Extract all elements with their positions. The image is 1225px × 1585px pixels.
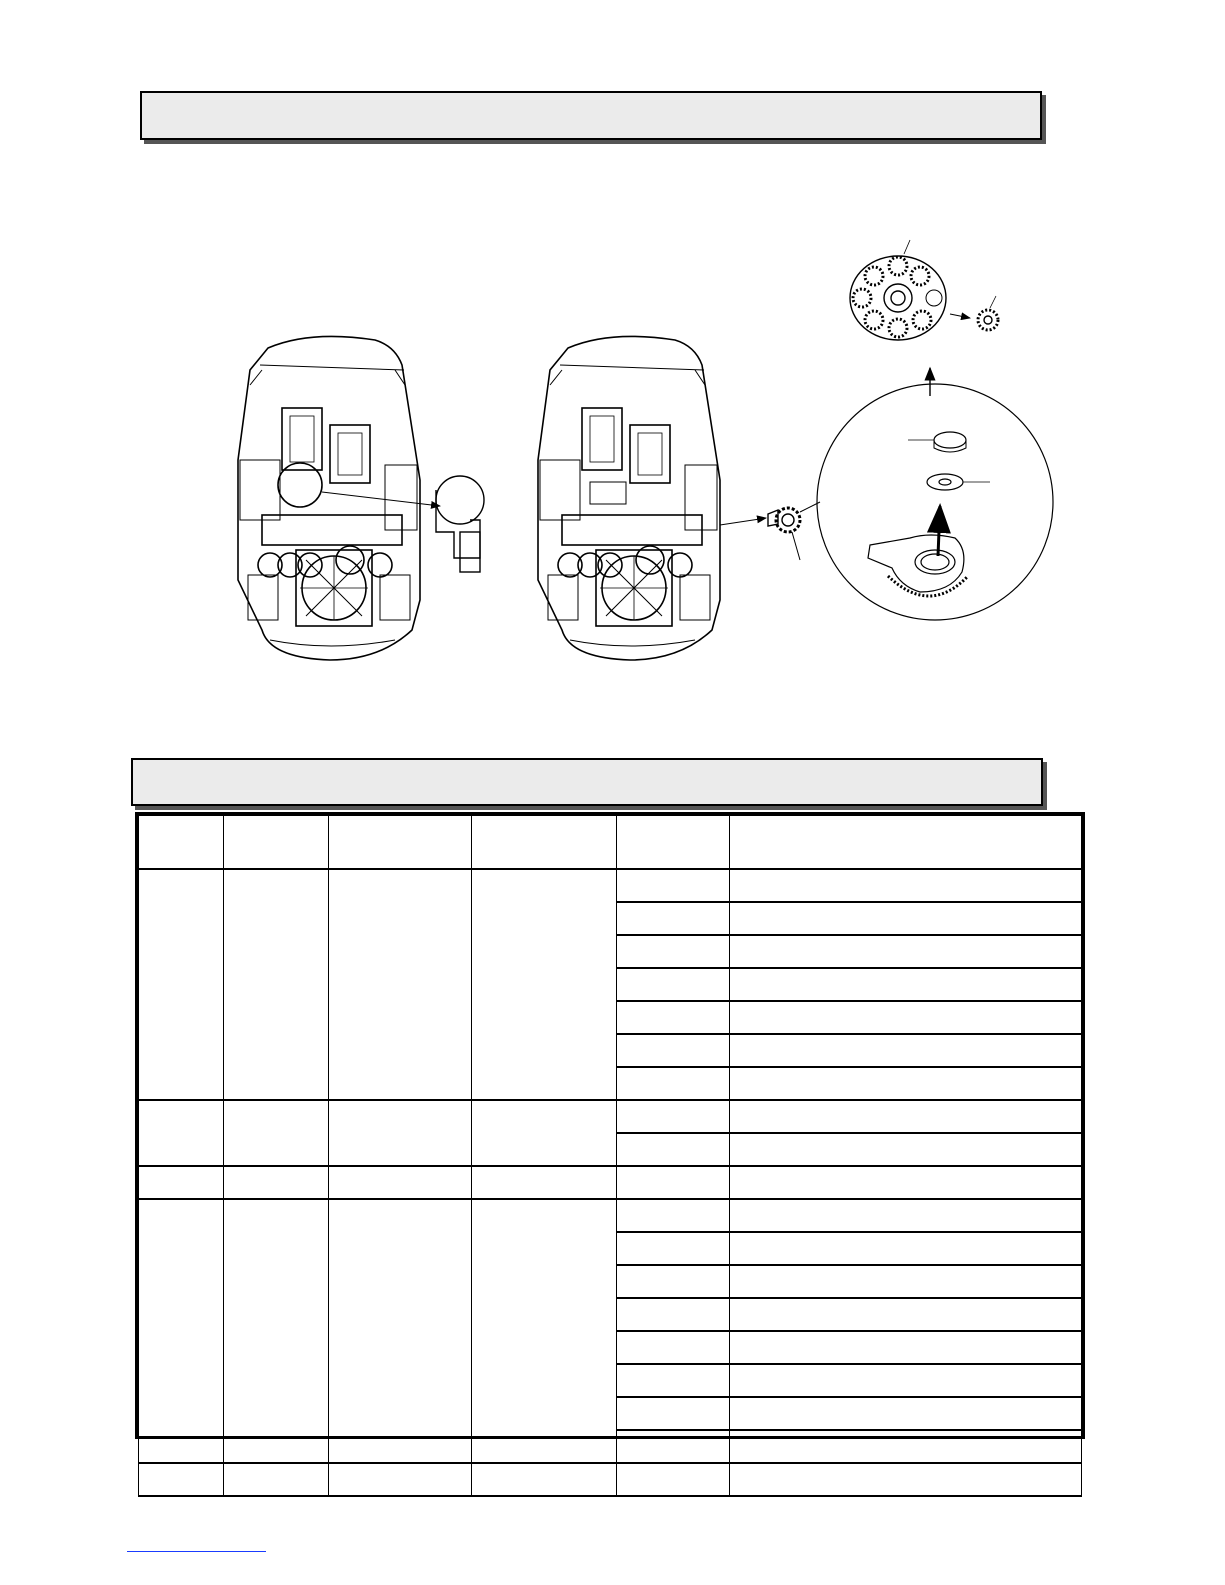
table-cell [617, 1265, 730, 1298]
table-cell [730, 1364, 1082, 1397]
table-cell [472, 1199, 617, 1463]
gobo-wheel [850, 240, 998, 340]
table-cell [730, 1001, 1082, 1034]
table-cell [730, 869, 1082, 902]
table-cell [730, 968, 1082, 1001]
assembly-diagram [0, 220, 1225, 690]
table-row [139, 1463, 1082, 1496]
table-cell [617, 1133, 730, 1166]
table-cell [730, 1166, 1082, 1199]
table-cell [329, 1199, 472, 1463]
footer-link[interactable] [127, 1551, 266, 1552]
table-cell [730, 1199, 1082, 1232]
specification-table [135, 812, 1085, 1439]
table-cell [730, 1331, 1082, 1364]
table-cell [617, 1397, 730, 1430]
table-cell [730, 1265, 1082, 1298]
table-cell [730, 1232, 1082, 1265]
table-cell [139, 1199, 224, 1463]
table-cell [730, 902, 1082, 935]
table-cell [617, 1100, 730, 1133]
column-header [139, 816, 224, 870]
table-cell [617, 968, 730, 1001]
table-cell [617, 1364, 730, 1397]
section-title [142, 93, 1040, 113]
table-cell [472, 869, 617, 1100]
table-cell [617, 1430, 730, 1463]
section-title [133, 760, 1041, 780]
table-cell [730, 1034, 1082, 1067]
table-cell [224, 1100, 329, 1166]
table-cell [730, 1397, 1082, 1430]
gear-part [720, 508, 800, 560]
table-cell [224, 869, 329, 1100]
table-cell [472, 1463, 617, 1496]
column-header [730, 816, 1082, 870]
table-cell [224, 1463, 329, 1496]
table-cell [472, 1100, 617, 1166]
table-cell [139, 1100, 224, 1166]
table-cell [139, 1463, 224, 1496]
column-header [472, 816, 617, 870]
table-cell [617, 902, 730, 935]
table-cell [329, 1100, 472, 1166]
table-cell [139, 869, 224, 1100]
table-cell [730, 1298, 1082, 1331]
table-cell [617, 1199, 730, 1232]
table-cell [730, 1463, 1082, 1496]
table-cell [730, 1100, 1082, 1133]
table-cell [617, 935, 730, 968]
table-row [139, 1166, 1082, 1199]
table-cell [617, 1463, 730, 1496]
table-cell [224, 1166, 329, 1199]
table-cell [617, 1298, 730, 1331]
fixture-body-left [238, 336, 420, 660]
table-row [139, 869, 1082, 902]
table-row [139, 1100, 1082, 1133]
fixture-body-right [538, 336, 720, 660]
table-cell [730, 1430, 1082, 1463]
table-cell [730, 1067, 1082, 1100]
table-cell [617, 1067, 730, 1100]
table-row [139, 1199, 1082, 1232]
column-header [329, 816, 472, 870]
table-cell [472, 1166, 617, 1199]
table-cell [224, 1199, 329, 1463]
table-cell [617, 1166, 730, 1199]
column-header [224, 816, 329, 870]
table-cell [730, 1133, 1082, 1166]
table-cell [617, 1331, 730, 1364]
table-cell [139, 1166, 224, 1199]
table-cell [730, 935, 1082, 968]
column-header [617, 816, 730, 870]
detail-callout [800, 384, 1053, 620]
table-cell [617, 869, 730, 902]
table-cell [617, 1232, 730, 1265]
table-cell [329, 1166, 472, 1199]
table-header-row [139, 816, 1082, 870]
table-cell [329, 1463, 472, 1496]
table-cell [617, 1034, 730, 1067]
table-cell [617, 1001, 730, 1034]
table-cell [329, 869, 472, 1100]
section-banner-top [140, 91, 1042, 140]
section-banner-middle [131, 758, 1043, 806]
